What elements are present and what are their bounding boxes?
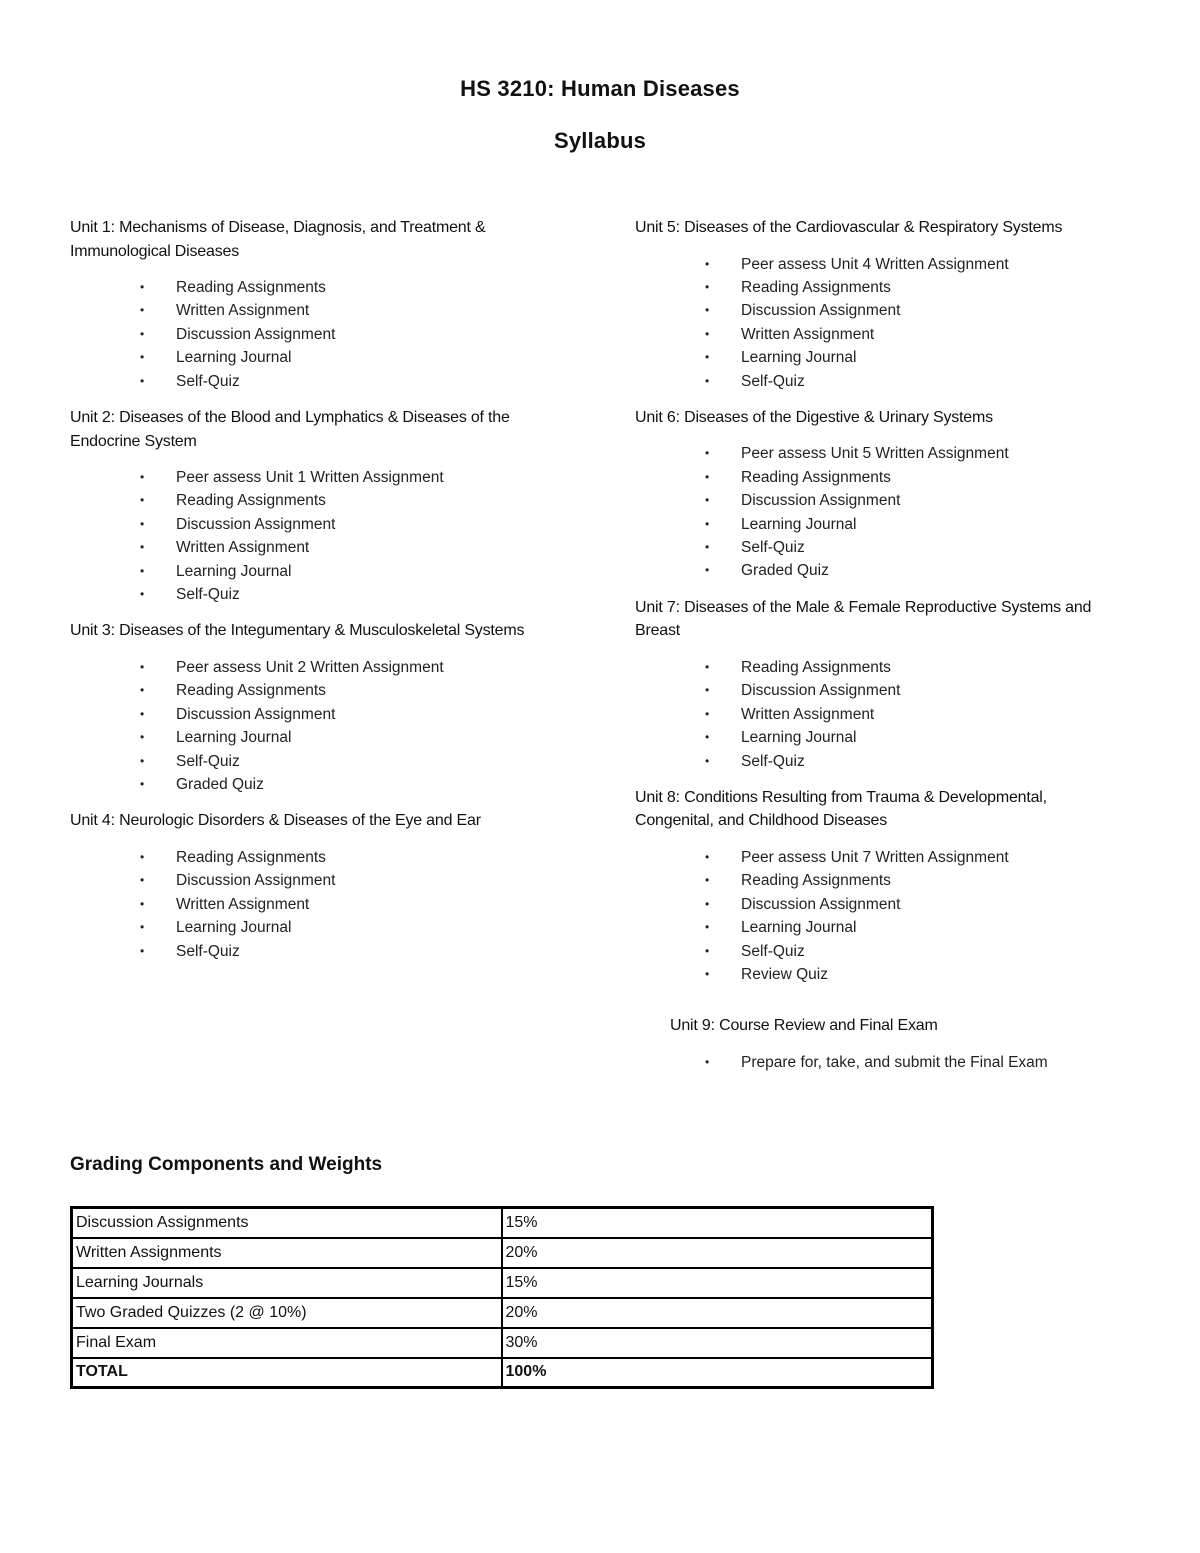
list-item-label: Discussion Assignment	[741, 492, 901, 510]
unit-title: Unit 4: Neurologic Disorders & Diseases of the Eye and Ear	[70, 812, 481, 830]
list-item-label: Reading Assignments	[741, 468, 891, 486]
unit-title: Unit 7: Diseases of the Male & Female Reproductive Systems and Breast	[635, 598, 1092, 640]
list-item-label: Discussion Assignment	[176, 872, 336, 890]
list-item	[705, 1051, 1170, 1074]
bullet-icon: •	[140, 493, 145, 508]
unit-item-list	[635, 846, 1125, 986]
bullet-icon: •	[705, 943, 710, 958]
list-item	[705, 679, 1125, 702]
list-item-label: Reading Assignments	[176, 848, 326, 866]
bullet-icon: •	[705, 896, 710, 911]
unit-title: Unit 9: Course Review and Final Exam	[670, 1017, 938, 1034]
list-item-label: Written Assignment	[741, 325, 875, 343]
unit-item-list	[635, 656, 1125, 773]
weight-cell: 15%	[502, 1208, 933, 1238]
bullet-icon: •	[140, 659, 145, 674]
bullet-icon: •	[705, 753, 710, 768]
list-item-label: Learning Journal	[176, 349, 292, 367]
bullet-icon: •	[140, 706, 145, 721]
unit-item-list	[70, 466, 560, 606]
bullet-icon: •	[140, 920, 145, 935]
list-item-label: Peer assess Unit 5 Written Assignment	[741, 445, 1009, 463]
list-item-label: Self-Quiz	[176, 752, 240, 770]
bullet-icon: •	[140, 873, 145, 888]
bullet-icon: •	[140, 683, 145, 698]
list-item	[140, 370, 560, 393]
unit-9-section	[670, 1014, 1170, 1087]
component-cell: Discussion Assignments	[72, 1208, 502, 1238]
list-item	[140, 940, 560, 963]
list-item	[140, 560, 560, 583]
bullet-icon: •	[705, 849, 710, 864]
table-row	[72, 1298, 933, 1328]
list-item	[140, 583, 560, 606]
list-item-label: Review Quiz	[741, 965, 828, 983]
grading-heading: Grading Components and Weights	[70, 1154, 383, 1175]
list-item	[140, 846, 560, 869]
bullet-icon: •	[705, 730, 710, 745]
bullet-icon: •	[705, 303, 710, 318]
list-item-label: Self-Quiz	[176, 942, 240, 960]
list-item	[705, 869, 1125, 892]
list-item	[140, 466, 560, 489]
list-item	[705, 846, 1125, 869]
list-item	[140, 346, 560, 369]
bullet-icon: •	[705, 350, 710, 365]
list-item-label: Reading Assignments	[741, 278, 891, 296]
list-item	[705, 253, 1125, 276]
list-item-label: Learning Journal	[176, 562, 292, 580]
list-item-label: Peer assess Unit 2 Written Assignment	[176, 658, 444, 676]
unit-item-list	[70, 656, 560, 796]
bullet-icon: •	[705, 256, 710, 271]
component-cell: Final Exam	[72, 1328, 502, 1358]
list-item	[140, 750, 560, 773]
list-item	[705, 656, 1125, 679]
list-item	[140, 773, 560, 796]
unit-title: Unit 3: Diseases of the Integumentary & Musculoskeletal Systems	[70, 622, 525, 640]
component-cell: Two Graded Quizzes (2 @ 10%)	[72, 1298, 502, 1328]
list-item	[705, 442, 1125, 465]
list-item	[705, 916, 1125, 939]
list-item	[705, 346, 1125, 369]
bullet-icon: •	[140, 849, 145, 864]
list-item-label: Self-Quiz	[741, 752, 805, 770]
weight-cell: 15%	[502, 1268, 933, 1298]
bullet-icon: •	[705, 373, 710, 388]
unit-section	[70, 619, 560, 796]
list-item-label: Discussion Assignment	[176, 705, 336, 723]
weight-cell: 20%	[502, 1238, 933, 1268]
unit-section	[635, 786, 1125, 986]
list-item-label: Reading Assignments	[176, 492, 326, 510]
list-item	[140, 299, 560, 322]
table-row	[72, 1208, 933, 1238]
unit-title: Unit 8: Conditions Resulting from Trauma & Developmental, Congenital, and Childhood Diseases	[635, 788, 1047, 830]
list-item-label: Learning Journal	[176, 919, 292, 937]
list-item-label: Self-Quiz	[741, 539, 805, 557]
list-item	[705, 940, 1125, 963]
list-item	[140, 276, 560, 299]
table-row	[72, 1328, 933, 1358]
bullet-icon: •	[140, 303, 145, 318]
bullet-icon: •	[705, 326, 710, 341]
bullet-icon: •	[140, 540, 145, 555]
list-item	[140, 489, 560, 512]
list-item	[705, 513, 1125, 536]
units-right-column	[635, 216, 1125, 999]
syllabus-heading: Syllabus	[553, 128, 647, 153]
list-item	[140, 893, 560, 916]
unit-section	[635, 596, 1125, 773]
bullet-icon: •	[705, 540, 710, 555]
list-item-label: Learning Journal	[741, 515, 857, 533]
list-item-label: Learning Journal	[741, 349, 857, 367]
unit-item-list	[635, 253, 1125, 393]
bullet-icon: •	[705, 659, 710, 674]
bullet-icon: •	[705, 563, 710, 578]
list-item-label: Self-Quiz	[741, 942, 805, 960]
component-cell: Learning Journals	[72, 1268, 502, 1298]
list-item	[705, 276, 1125, 299]
bullet-icon: •	[140, 470, 145, 485]
bullet-icon: •	[705, 920, 710, 935]
bullet-icon: •	[705, 446, 710, 461]
unit-item-list	[635, 442, 1125, 582]
list-item	[705, 726, 1125, 749]
unit-section	[70, 216, 560, 393]
list-item	[705, 489, 1125, 512]
bullet-icon: •	[140, 350, 145, 365]
list-item	[140, 679, 560, 702]
unit-title: Unit 1: Mechanisms of Disease, Diagnosis, and Treatment & Immunological Diseases	[70, 219, 486, 260]
list-item-label: Graded Quiz	[741, 562, 829, 580]
bullet-icon: •	[140, 516, 145, 531]
list-item-label: Discussion Assignment	[741, 302, 901, 320]
list-item	[140, 869, 560, 892]
list-item-label: Discussion Assignment	[741, 895, 901, 913]
list-item-label: Written Assignment	[741, 705, 875, 723]
unit-section	[70, 809, 560, 963]
list-item-label: Prepare for, take, and submit the Final Exam	[741, 1053, 1048, 1071]
table-row	[72, 1238, 933, 1268]
bullet-icon: •	[140, 777, 145, 791]
bullet-icon: •	[140, 373, 145, 388]
list-item	[705, 466, 1125, 489]
list-item-label: Self-Quiz	[176, 586, 240, 604]
bullet-icon: •	[140, 896, 145, 911]
unit-section	[635, 406, 1125, 583]
list-item-label: Discussion Assignment	[176, 515, 336, 533]
list-item	[140, 726, 560, 749]
list-item	[140, 513, 560, 536]
bullet-icon: •	[140, 753, 145, 768]
list-item	[140, 536, 560, 559]
list-item	[140, 916, 560, 939]
bullet-icon: •	[705, 683, 710, 698]
bullet-icon: •	[140, 587, 145, 602]
unit-section	[635, 216, 1125, 393]
component-cell: TOTAL	[72, 1358, 502, 1388]
component-cell: Written Assignments	[72, 1238, 502, 1268]
list-item	[705, 703, 1125, 726]
total-row	[72, 1358, 933, 1388]
list-item-label: Learning Journal	[176, 729, 292, 747]
bullet-icon: •	[140, 563, 145, 578]
course-title: HS 3210: Human Diseases	[460, 76, 740, 101]
list-item-label: Written Assignment	[176, 539, 310, 557]
list-item-label: Reading Assignments	[176, 279, 326, 296]
bullet-icon: •	[705, 493, 710, 508]
list-item-label: Peer assess Unit 1 Written Assignment	[176, 469, 444, 487]
unit-title: Unit 5: Diseases of the Cardiovascular & Respiratory Systems	[635, 219, 1063, 236]
unit-section	[70, 406, 560, 606]
list-item-label: Self-Quiz	[741, 372, 805, 390]
list-item-label: Written Assignment	[176, 302, 310, 320]
unit-item-list	[70, 846, 560, 963]
bullet-icon: •	[140, 943, 145, 958]
grading-table	[70, 1206, 934, 1389]
list-item	[705, 963, 1125, 986]
list-item-label: Reading Assignments	[741, 872, 891, 890]
list-item-label: Graded Quiz	[176, 776, 264, 793]
bullet-icon: •	[705, 469, 710, 484]
bullet-icon: •	[140, 326, 145, 341]
unit-title: Unit 2: Diseases of the Blood and Lymphatics & Diseases of the Endocrine System	[70, 409, 510, 450]
list-item	[705, 323, 1125, 346]
bullet-icon: •	[140, 280, 145, 294]
list-item-label: Discussion Assignment	[741, 682, 901, 700]
list-item	[705, 893, 1125, 916]
bullet-icon: •	[705, 279, 710, 294]
unit-item-list	[670, 1051, 1170, 1074]
weight-cell: 20%	[502, 1298, 933, 1328]
list-item	[705, 536, 1125, 559]
list-item	[140, 703, 560, 726]
bullet-icon: •	[705, 873, 710, 888]
list-item	[705, 559, 1125, 582]
list-item-label: Peer assess Unit 4 Written Assignment	[741, 255, 1009, 273]
units-left-column	[70, 216, 560, 976]
list-item	[705, 299, 1125, 322]
unit-title: Unit 6: Diseases of the Digestive & Urinary Systems	[635, 408, 993, 426]
list-item-label: Learning Journal	[741, 729, 857, 747]
list-item-label: Discussion Assignment	[176, 325, 336, 343]
table-row	[72, 1268, 933, 1298]
list-item	[140, 656, 560, 679]
list-item-label: Learning Journal	[741, 919, 857, 937]
bullet-icon: •	[705, 706, 710, 721]
list-item-label: Written Assignment	[176, 895, 310, 913]
unit-item-list	[70, 276, 560, 393]
list-item-label: Peer assess Unit 7 Written Assignment	[741, 848, 1009, 866]
list-item	[705, 370, 1125, 393]
bullet-icon: •	[705, 966, 710, 981]
list-item-label: Reading Assignments	[176, 682, 326, 700]
list-item-label: Self-Quiz	[176, 372, 240, 390]
list-item	[705, 750, 1125, 773]
bullet-icon: •	[140, 730, 145, 745]
weight-cell: 100%	[502, 1358, 933, 1388]
list-item	[140, 323, 560, 346]
bullet-icon: •	[705, 1054, 710, 1069]
bullet-icon: •	[705, 516, 710, 531]
weight-cell: 30%	[502, 1328, 933, 1358]
list-item-label: Reading Assignments	[741, 658, 891, 676]
